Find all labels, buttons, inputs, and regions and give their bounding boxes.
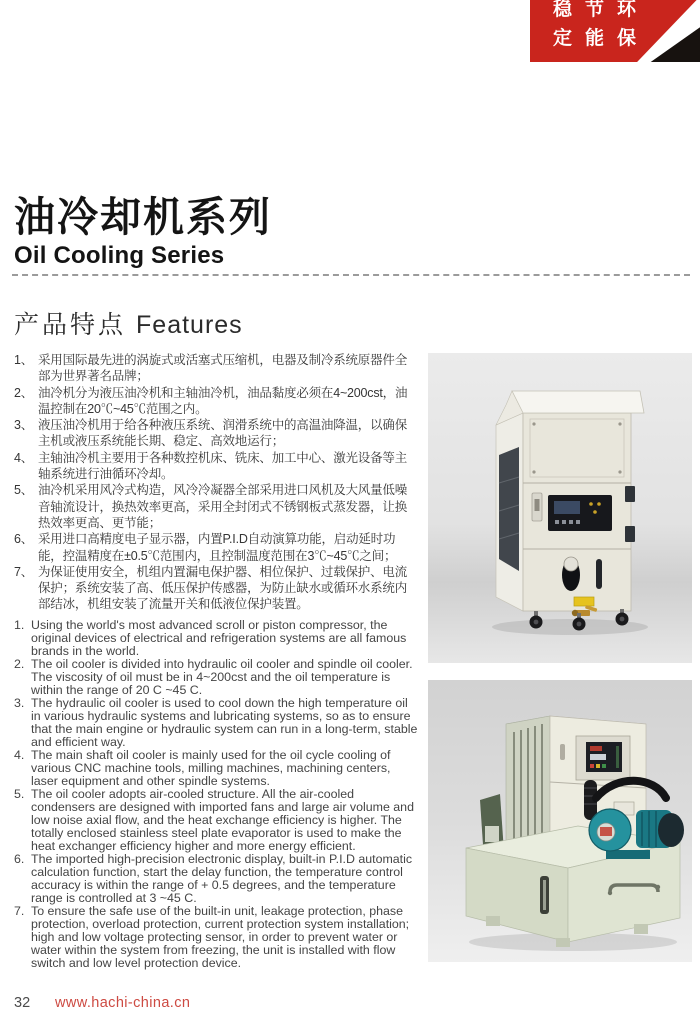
feature-text: The hydraulic oil cooler is used to cool down the high temperature oil in various hydraulic systems and lubricating systems, so as to ensure that the main engine or hydraulic system can run in a long-term, stable and efficient way. (31, 695, 418, 749)
control-display (548, 495, 612, 531)
feature-number: 3、 (14, 418, 34, 433)
features-heading-zh: 产品特点 (14, 311, 127, 339)
feature-text: 采用进口高精度电子显示器，内置P.I.D自动演算功能，启动延时功能，控温精度在±0.5℃范围内，且控制温度范围在3℃~45℃之间； (38, 532, 397, 563)
feature-number: 5、 (14, 483, 34, 498)
feature-number: 4. (14, 747, 25, 762)
feature-text: 液压油冷机用于给各种液压系统、润滑系统中的高温油降温，以确保主机或液压系统能长期、稳定、高效地运行； (38, 418, 408, 449)
feature-item-en (14, 697, 418, 749)
control-display (576, 736, 630, 780)
feature-number: 7. (14, 903, 25, 918)
feature-number: 6、 (14, 532, 34, 547)
feature-text: 油冷机采用风冷式构造，风冷冷凝器全部采用进口风机及大风量低噪音轴流设计，换热效率更高，采用全封闭式不锈钢板式蒸发器，让换热效率更高、更节能； (38, 483, 408, 530)
feature-item-en (14, 749, 418, 788)
website-link[interactable]: www.hachi-china.cn (55, 995, 191, 1011)
product-photo-oil-cooler-with-pump (428, 680, 692, 962)
feature-number: 2. (14, 656, 25, 671)
features-heading (14, 310, 243, 340)
page-number: 32 (14, 995, 31, 1011)
features-text-column (14, 352, 418, 970)
feature-number: 1. (14, 617, 25, 632)
feature-number: 1、 (14, 353, 34, 367)
feature-number: 4、 (14, 450, 34, 465)
features-list-en (14, 619, 418, 970)
feature-item-zh (14, 385, 418, 418)
product-photo-oil-cooler-cabinet (428, 353, 692, 663)
feature-text: 为保证使用安全，机组内置漏电保护器、相位保护、过载保护、电流保护；系统安装了高、低压保护传感器，为防止缺水或循环水系统内部结冰，机组安装了流量开关和低液位保护装置。 (38, 564, 408, 612)
features-list-zh (14, 352, 418, 613)
feature-item-en (14, 905, 418, 970)
feature-item-en (14, 619, 418, 658)
feature-item-zh (14, 417, 418, 450)
page-title-zh: 油冷却机系列 (14, 194, 272, 240)
features-heading-en: Features (136, 311, 243, 339)
feature-text: To ensure the safe use of the built-in unit, leakage protection, phase protection, overload protection, current protection system installation; high and low voltage protecting sensor, in order to prevent water or water within the system from freezing, the unit is installed with flow switch and low level protection device. (31, 903, 410, 970)
feature-text: The oil cooler adopts air-cooled structure. All the air-cooled condensers are designed with imported fans and large air volume and low noise axial flow, and the heat exchange efficiency is higher. The totally enclosed stainless steel plate evaporator is used to make the heat exchanger efficiency higher and more energy efficient. (31, 786, 414, 853)
corner-badge (530, 0, 700, 62)
feature-text: The main shaft oil cooler is mainly used for the oil cycle cooling of various CNC machine tools, milling machines, machining centers, laser equipment and other spindle systems. (31, 747, 391, 788)
oil-cooler-pump-illustration (428, 680, 692, 962)
feature-text: The oil cooler is divided into hydraulic oil cooler and spindle oil cooler. The viscosity of oil must be in 4~200cst and the oil temperature is within the range of 20 C ~45 C. (31, 656, 413, 697)
machine-cabinet (492, 391, 648, 635)
feature-number: 7、 (14, 564, 34, 579)
page-title-en: Oil Cooling Series (14, 242, 225, 269)
feature-item-zh (14, 352, 418, 385)
oil-cooler-cabinet-illustration (428, 353, 692, 663)
feature-item-zh (14, 564, 418, 613)
feature-text: 采用国际最先进的涡旋式或活塞式压缩机，电器及制冷系统原器件全部为世界著名品牌； (38, 353, 408, 384)
feature-number: 6. (14, 851, 25, 866)
badge-text-line2: 定能保 (553, 28, 650, 49)
feature-item-zh (14, 482, 418, 531)
badge-text-line1: 稳节环 (553, 0, 650, 20)
dashed-divider (12, 274, 690, 276)
feature-item-en (14, 658, 418, 697)
feature-text: The imported high-precision electronic display, built-in P.I.D automatic calculation function, start the delay function, the temperature control accuracy is within the range of + 0.5 degrees, and the temperature range is controlled at 3 ~45 C. (31, 851, 413, 905)
feature-number: 2、 (14, 385, 34, 400)
page-footer (0, 995, 700, 1015)
feature-text: 油冷机分为液压油冷机和主轴油冷机，油品黏度必须在4~200cst，油温控制在20℃~45℃范围之内。 (38, 385, 408, 416)
feature-text: 主轴油冷机主要用于各种数控机床、铣床、加工中心、激光设备等主轴系统进行油循环冷却。 (38, 450, 408, 482)
feature-item-en (14, 788, 418, 853)
feature-number: 5. (14, 786, 25, 801)
feature-number: 3. (14, 695, 25, 710)
level-gauge (540, 876, 549, 914)
feature-text: Using the world's most advanced scroll or piston compressor, the original devices of electrical and refrigeration systems are all famous brands in the world. (31, 617, 407, 658)
feature-item-zh (14, 531, 418, 564)
feature-item-zh (14, 450, 418, 483)
feature-item-en (14, 853, 418, 905)
